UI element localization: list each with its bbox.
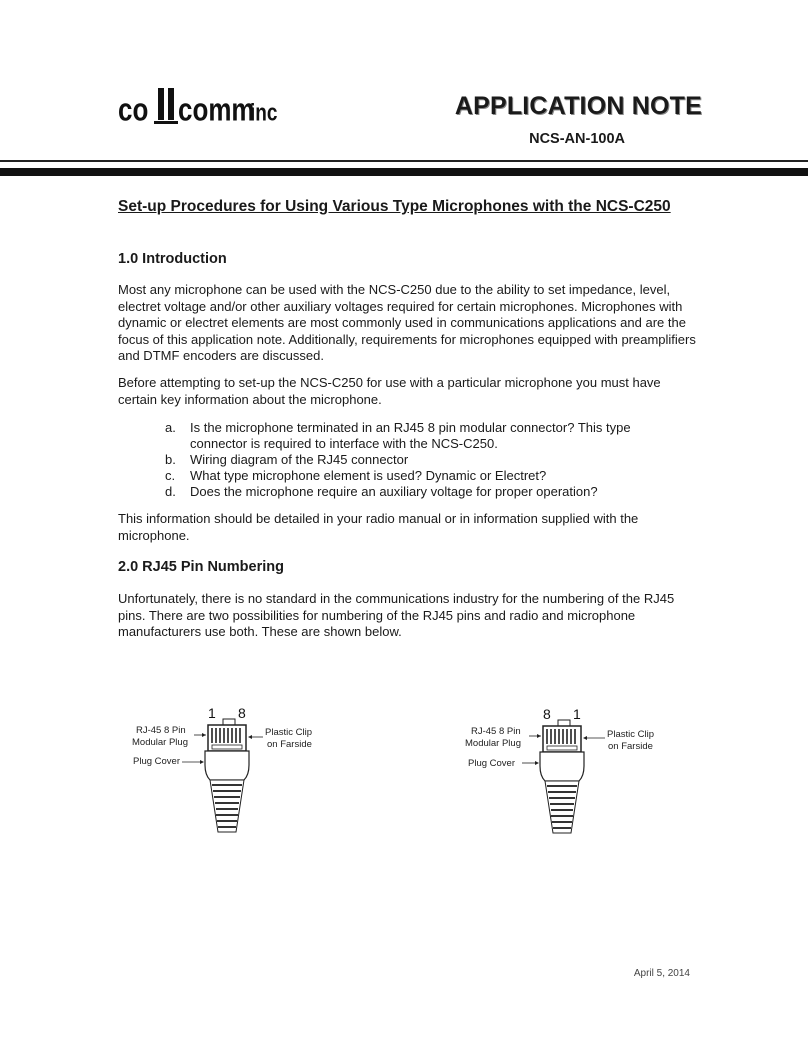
label-plastic-clip-line2: on Farside (608, 741, 653, 752)
info-checklist (165, 420, 685, 500)
label-modular-plug-line1: RJ-45 8 Pin (136, 725, 186, 736)
document-title: Set-up Procedures for Using Various Type Microphones with the NCS-C250 (118, 198, 671, 215)
logo-text-left: co (118, 91, 149, 128)
rj45-figure-left (120, 700, 350, 840)
logo-text-right: comm (178, 91, 255, 128)
rj45-plug-drawing (120, 700, 350, 840)
pin-number-left: 1 (208, 705, 216, 721)
list-item (165, 484, 685, 500)
list-item-text: Wiring diagram of the RJ45 connector (190, 452, 409, 467)
section-1-heading: 1.0 Introduction (118, 251, 227, 267)
list-item (165, 420, 685, 452)
section-1-paragraph-3: This information should be detailed in your radio manual or in information supplied with the microphone. (118, 511, 639, 543)
pin-number-left: 8 (543, 706, 551, 722)
header-divider-thick (0, 168, 808, 176)
section-1-paragraph-1: Most any microphone can be used with the NCS-C250 due to the ability to set impedance, level, electret voltage and/or other auxiliary voltages required for certain microphones. Microphones with dynamic or electret elements are most commonly used in communications applications and are the focus of this application note. Additionally, requirements for microphones equipped with preamplifiers and DTMF encoders are discussed. (118, 282, 696, 363)
label-plastic-clip-line2: on Farside (267, 739, 312, 750)
label-plastic-clip-line1: Plastic Clip (265, 727, 312, 738)
list-item-letter: c. (165, 468, 176, 483)
label-modular-plug-line2: Modular Plug (465, 738, 521, 749)
section-2-heading: 2.0 RJ45 Pin Numbering (118, 559, 284, 575)
list-item-text: Is the microphone terminated in an RJ45 8 pin modular connector? This type connector is required to interface with the NCS-C250. (190, 420, 631, 451)
list-item-letter: b. (165, 452, 176, 467)
pin-number-right: 8 (238, 705, 246, 721)
list-item (165, 452, 685, 468)
company-logo (118, 88, 288, 128)
section-2-paragraph-1: Unfortunately, there is no standard in the communications industry for the numbering of the RJ45 pins. There are two possibilities for numbering of the RJ45 pins and radio and microphone manufacturers use both. These are shown below. (118, 591, 675, 639)
list-item-text: What type microphone element is used? Dynamic or Electret? (190, 468, 547, 483)
label-plug-cover: Plug Cover (133, 756, 180, 767)
label-modular-plug-line2: Modular Plug (132, 737, 188, 748)
label-plug-cover: Plug Cover (468, 758, 515, 769)
list-item-letter: d. (165, 484, 176, 499)
label-modular-plug-line1: RJ-45 8 Pin (471, 726, 521, 737)
pin-number-right: 1 (573, 706, 581, 722)
document-number: NCS-AN-100A (529, 131, 625, 147)
footer-date: April 5, 2014 (633, 968, 690, 979)
section-1-paragraph-2: Before attempting to set-up the NCS-C250 for use with a particular microphone you must have certain key information about the microphone. (118, 375, 661, 407)
header-divider-thin (0, 160, 808, 162)
list-item-text: Does the microphone require an auxiliary voltage for proper operation? (190, 484, 598, 499)
label-plastic-clip-line1: Plastic Clip (607, 729, 654, 740)
rj45-plug-drawing (455, 700, 685, 840)
list-item (165, 468, 685, 484)
page-title: APPLICATION NOTE (454, 92, 702, 120)
list-item-letter: a. (165, 420, 176, 435)
rj45-figure-right (455, 700, 685, 840)
logo-suffix: inc (250, 99, 278, 127)
